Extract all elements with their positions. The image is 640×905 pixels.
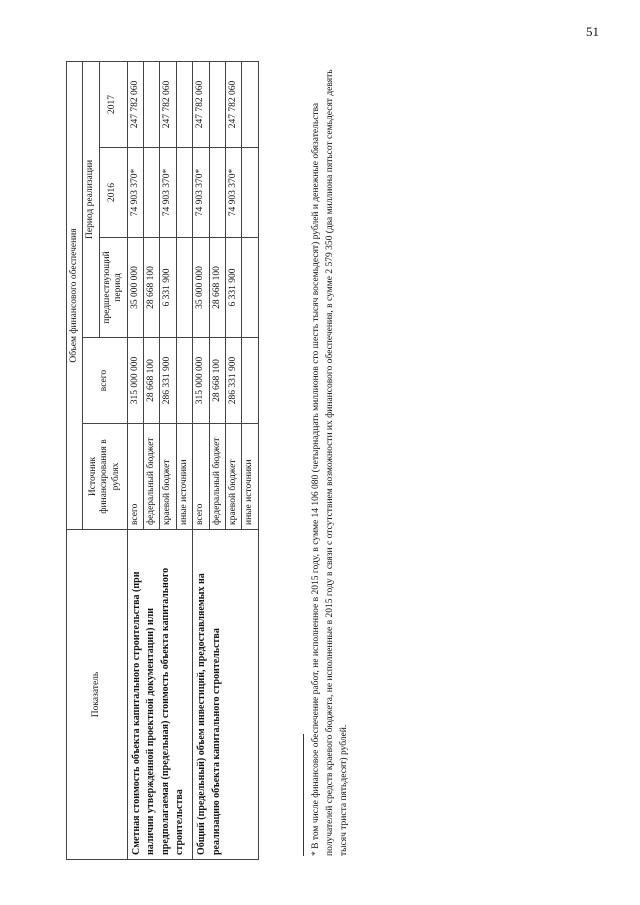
y2016-cell — [176, 148, 192, 238]
previous-cell: 28 668 100 — [143, 238, 159, 338]
indicator-cell: Общий (предельный) объем инвестиций, предоставляемых на реализацию объекта капитального строительства — [193, 530, 259, 860]
header-funding-volume: Объем финансового обеспечения — [67, 61, 83, 529]
source-cell: иные источники — [242, 424, 258, 530]
total-cell — [242, 338, 258, 424]
indicator-cell: Сметная стоимость объекта капитального строительства (при наличии утвержденной проектной документации) или предполагаемая (предельная) стоимость объекта капитального строительства — [127, 530, 193, 860]
y2017-cell — [242, 61, 258, 147]
source-cell: всего — [193, 424, 209, 530]
footnote: * В том числе финансовое обеспечение работ, не исполненное в 2015 году, в сумме 14 106 080 (четырнадцать миллионов сто шесть тысяч восемьдесят) рублей и денежные обязательства получателей средств краевого бюджета, не исполненные в 2015 году в связи с отсутствием возможности их финансового обеспечения, в сумме 2 579 350 (два миллиона пятьсот семьдесят девять тысяч триста пятьдесят) рублей. — [311, 69, 349, 856]
total-cell: 315 000 000 — [193, 338, 209, 424]
footnote-separator — [303, 734, 304, 856]
total-cell: 28 668 100 — [209, 338, 225, 424]
previous-cell: 28 668 100 — [209, 238, 225, 338]
header-source: Источник финансирования в рублях — [83, 424, 127, 530]
header-indicator: Показатель — [67, 530, 128, 860]
source-cell: краевой бюджет — [225, 424, 241, 530]
y2017-cell: 247 782 060 — [225, 61, 241, 147]
y2017-cell — [176, 61, 192, 147]
y2016-cell — [209, 148, 225, 238]
header-period: Период реализации — [83, 61, 99, 337]
table-row — [127, 61, 143, 859]
header-year-2016: 2016 — [99, 148, 127, 238]
table-row — [193, 61, 209, 859]
page-number: 51 — [586, 24, 599, 39]
source-cell: федеральный бюджет — [143, 424, 159, 530]
total-cell: 315 000 000 — [127, 338, 143, 424]
previous-cell: 35 000 000 — [127, 238, 143, 338]
funding-table — [66, 61, 259, 860]
total-cell: 286 331 900 — [160, 338, 176, 424]
source-cell: всего — [127, 424, 143, 530]
y2016-cell: 74 903 370* — [193, 148, 209, 238]
total-cell: 286 331 900 — [225, 338, 241, 424]
y2017-cell — [143, 61, 159, 147]
previous-cell: 6 331 900 — [160, 238, 176, 338]
source-cell: краевой бюджет — [160, 424, 176, 530]
total-cell — [176, 338, 192, 424]
y2016-cell: 74 903 370* — [160, 148, 176, 238]
y2016-cell: 74 903 370* — [127, 148, 143, 238]
previous-cell — [242, 238, 258, 338]
header-year-2017: 2017 — [99, 61, 127, 147]
total-cell: 28 668 100 — [143, 338, 159, 424]
previous-cell: 6 331 900 — [225, 238, 241, 338]
rotated-page-content — [40, 60, 400, 860]
previous-cell: 35 000 000 — [193, 238, 209, 338]
y2017-cell: 247 782 060 — [127, 61, 143, 147]
header-total: всего — [83, 338, 127, 424]
y2016-cell: 74 903 370* — [225, 148, 241, 238]
previous-cell — [176, 238, 192, 338]
header-previous-period: предшествующий период — [99, 238, 127, 338]
source-cell: федеральный бюджет — [209, 424, 225, 530]
source-cell: иные источники — [176, 424, 192, 530]
y2017-cell — [209, 61, 225, 147]
y2017-cell: 247 782 060 — [193, 61, 209, 147]
y2017-cell: 247 782 060 — [160, 61, 176, 147]
y2016-cell — [143, 148, 159, 238]
y2016-cell — [242, 148, 258, 238]
